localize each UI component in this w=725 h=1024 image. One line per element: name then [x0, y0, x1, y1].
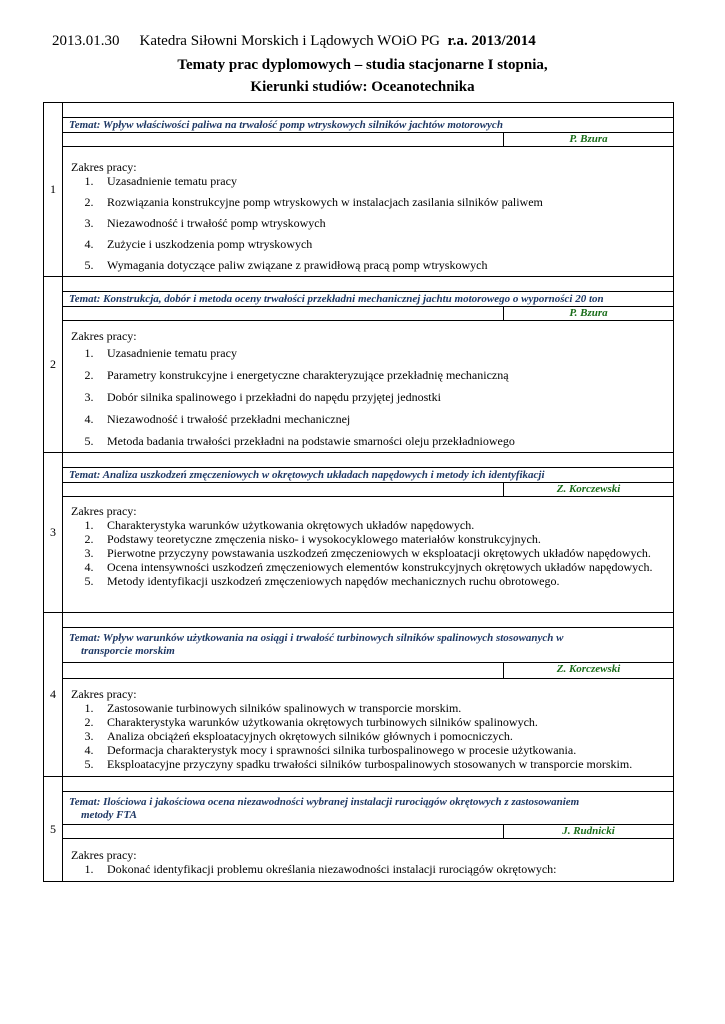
- supervisor-name: Z. Korczewski: [504, 663, 674, 679]
- scope-list: [71, 342, 669, 452]
- topic-title-line2: transporcie morskim: [81, 645, 175, 657]
- topics-table: [43, 102, 674, 882]
- topic-number: 1: [44, 103, 63, 277]
- document-date: 2013.01.30: [52, 33, 120, 49]
- list-item: 4. Zużycie i uszkodzenia pomp wtryskowych: [84, 237, 313, 251]
- supervisor-spacer: [63, 483, 504, 497]
- supervisor-spacer: [63, 663, 504, 679]
- list-item: 5. Metody identyfikacji uszkodzeń zmęczeniowych napędów mechanicznych ruchu obrotowego.: [84, 574, 560, 588]
- list-item: 2. Parametry konstrukcyjne i energetyczne charakteryzujące przekładnię mechaniczną: [84, 368, 509, 382]
- topic-number: 5: [44, 777, 63, 882]
- department-name: Katedra Siłowni Morskich i Lądowych WOiO PG: [139, 33, 441, 49]
- scope-list: [71, 518, 669, 588]
- topic-title: Temat: Analiza uszkodzeń zmęczeniowych w okrętowych układach napędowych i metody ich identyfikacji: [63, 468, 674, 483]
- topic-scope: [63, 147, 674, 277]
- header-line: [52, 33, 536, 50]
- document-subtitle: Kierunki studiów: Oceanotechnika: [250, 79, 475, 95]
- list-item: 4. Deformacja charakterystyk mocy i sprawności silnika turbospalinowego w procesie użytkowania.: [84, 743, 577, 757]
- list-item: 2. Charakterystyka warunków użytkowania okrętowych turbinowych silników spalinowych.: [84, 715, 538, 729]
- list-item: 3. Analiza obciążeń eksploatacyjnych okrętowych silników głównych i pomocniczych.: [84, 729, 513, 743]
- list-item: 3. Pierwotne przyczyny powstawania uszkodzeń zmęczeniowych w eksploatacji okrętowych układów napędowych.: [84, 546, 651, 560]
- topic-title: Temat: Konstrukcja, dobór i metoda oceny trwałości przekładni mechanicznej jachtu motorowego o wyporności 20 ton: [63, 292, 674, 307]
- list-item: 5. Metoda badania trwałości przekładni na podstawie smarności oleju przekładniowego: [84, 434, 515, 448]
- topic-scope: [63, 321, 674, 453]
- supervisor-name: P. Bzura: [504, 133, 674, 147]
- list-item: 5. Wymagania dotyczące paliw związane z prawidłową pracą pomp wtryskowych: [84, 258, 488, 272]
- topic-number: 2: [44, 277, 63, 453]
- scope-label: Zakres pracy:: [71, 329, 137, 343]
- supervisor-spacer: [63, 133, 504, 147]
- scope-label: Zakres pracy:: [71, 160, 137, 174]
- spacer-row: [63, 777, 674, 792]
- supervisor-spacer: [63, 825, 504, 839]
- topic-title-line2: metody FTA: [81, 809, 137, 821]
- topic-scope: [63, 679, 674, 777]
- list-item: 4. Ocena intensywności uszkodzeń zmęczeniowych elementów konstrukcyjnych okrętowych układów napędowych.: [84, 560, 653, 574]
- list-item: 1. Uzasadnienie tematu pracy: [84, 174, 237, 188]
- scope-list: [71, 171, 669, 276]
- scope-list: [71, 701, 669, 771]
- list-item: 5. Eksploatacyjne przyczyny spadku trwałości silników turbospalinowych stosowanych w transporcie morskim.: [84, 757, 633, 771]
- topic-title-line1: Temat: Wpływ warunków użytkowania na osiągi i trwałość turbinowych silników spalinowych stosowanych w: [69, 632, 564, 644]
- academic-year: r.a. 2013/2014: [447, 33, 536, 49]
- spacer-row: [63, 103, 674, 118]
- topic-scope: [63, 839, 674, 882]
- scope-label: Zakres pracy:: [71, 504, 137, 518]
- topic-number: 3: [44, 453, 63, 613]
- spacer-row: [63, 613, 674, 628]
- supervisor-spacer: [63, 307, 504, 321]
- list-item: 4. Niezawodność i trwałość przekładni mechanicznej: [84, 412, 351, 426]
- topic-scope: [63, 497, 674, 613]
- scope-list: [71, 862, 669, 876]
- list-item: 3. Dobór silnika spalinowego i przekładni do napędu przyjętej jednostki: [84, 390, 441, 404]
- supervisor-name: J. Rudnicki: [504, 825, 674, 839]
- document-title: Tematy prac dyplomowych – studia stacjonarne I stopnia,: [177, 57, 548, 73]
- spacer-row: [63, 277, 674, 292]
- supervisor-name: P. Bzura: [504, 307, 674, 321]
- scope-label: Zakres pracy:: [71, 687, 137, 701]
- list-item: 1. Charakterystyka warunków użytkowania okrętowych układów napędowych.: [84, 518, 475, 532]
- list-item: 2. Rozwiązania konstrukcyjne pomp wtryskowych w instalacjach zasilania silników paliwem: [84, 195, 543, 209]
- list-item: 1. Uzasadnienie tematu pracy: [84, 346, 237, 360]
- list-item: 1. Dokonać identyfikacji problemu określania niezawodności instalacji rurociągów okrętowych:: [84, 862, 557, 876]
- scope-label: Zakres pracy:: [71, 848, 137, 862]
- topic-title-line1: Temat: Ilościowa i jakościowa ocena niezawodności wybranej instalacji rurociągów okrętowych z zastosowaniem: [69, 796, 580, 808]
- spacer-row: [63, 453, 674, 468]
- topic-number: 4: [44, 613, 63, 777]
- supervisor-name: Z. Korczewski: [504, 483, 674, 497]
- topic-title: [63, 792, 674, 825]
- list-item: 1. Zastosowanie turbinowych silników spalinowych w transporcie morskim.: [84, 701, 462, 715]
- list-item: 3. Niezawodność i trwałość pomp wtryskowych: [84, 216, 326, 230]
- topic-title: Temat: Wpływ właściwości paliwa na trwałość pomp wtryskowych silników jachtów motorowych: [63, 118, 674, 133]
- list-item: 2. Podstawy teoretyczne zmęczenia nisko- i wysokocyklowego materiałów konstrukcyjnych.: [84, 532, 541, 546]
- topic-title: [63, 628, 674, 663]
